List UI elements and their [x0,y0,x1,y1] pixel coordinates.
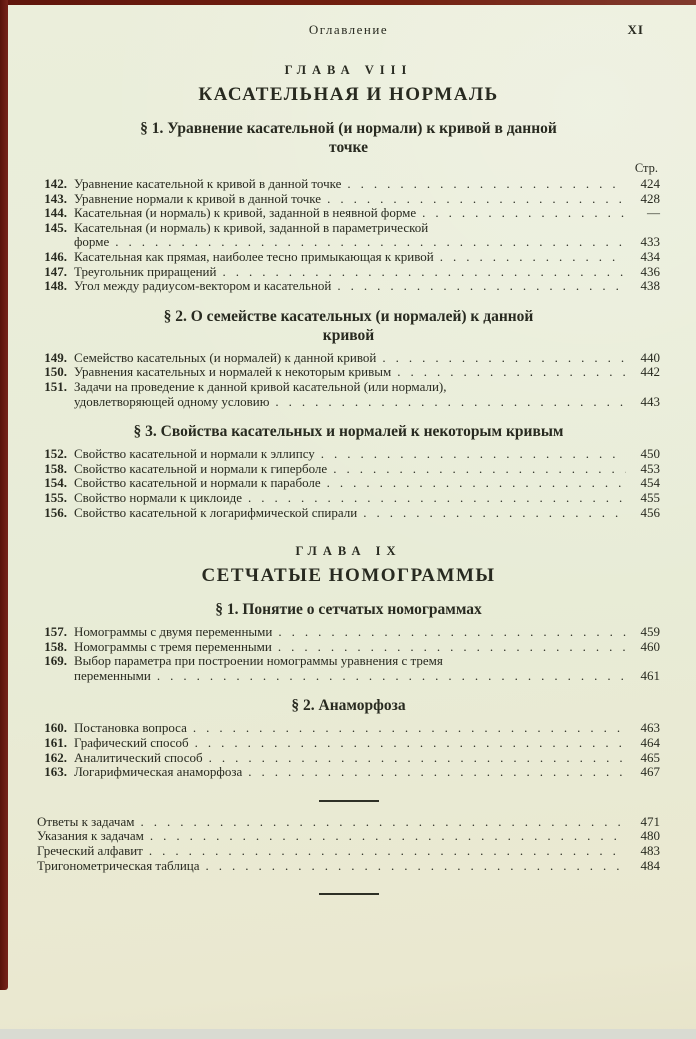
entry-page: 465 [640,749,660,765]
entry-title: Касательная (и нормаль) к кривой, заданной в неявной форме [74,205,417,221]
divider-line [319,893,379,895]
section-heading-line: § 1. Понятие о сетчатых номограммах [215,601,482,619]
entry-number: 150. [44,364,67,380]
divider-line [319,800,379,802]
toc-row [37,365,660,380]
toc-blocks [37,63,660,895]
entry-number: 144. [44,205,67,221]
entry-title: Греческий алфавит [37,843,143,859]
dot-leader [347,177,626,192]
section-heading [37,696,660,715]
dot-leader [140,815,626,830]
toc-row [37,177,660,192]
dot-leader [248,765,626,780]
dot-leader [278,625,626,640]
dot-leader [157,669,626,684]
section-heading [37,307,660,345]
dot-leader [363,506,626,521]
entry-number: 158. [44,638,67,654]
dot-leader [337,279,626,294]
section-heading-line: § 3. Свойства касательных и нормалей к некоторым кривым [133,423,564,441]
entry-number: 143. [44,190,67,206]
toc-row [37,625,660,640]
entry-page: 464 [640,735,660,751]
entry-page: 456 [640,504,660,520]
entry-title: Семейство касательных (и нормалей) к данной кривой [74,349,377,365]
toc-row [37,765,660,780]
section-divider [37,893,660,895]
entry-title: Свойство нормали к циклоиде [74,489,243,505]
toc-entries [37,721,660,779]
chapter-kicker: ГЛАВА IX [295,544,402,559]
entry-title: Уравнение нормали к кривой в данной точке [74,190,322,206]
entry-title: Задачи на проведение к данной кривой касательной (или нормали), [74,378,447,394]
toc-entries [37,177,660,294]
entry-title: Угол между радиусом-вектором и касательной [74,278,332,294]
entry-number: 169. [44,653,67,669]
section-heading-line: кривой [322,326,375,344]
entry-page: 461 [640,667,660,683]
entry-title-continuation: переменными [74,667,151,683]
entry-number: 155. [44,489,67,505]
entry-page: 428 [640,190,660,206]
entry-title: Тригонометрическая таблица [37,857,200,873]
entry-number: 152. [44,446,67,462]
section-divider [37,800,660,802]
entry-title: Номограммы с тремя переменными [74,638,272,654]
entry-title: Ответы к задачам [37,813,135,829]
section-heading-line: точке [329,139,368,156]
entry-page: 436 [640,263,660,279]
running-head [37,22,660,39]
entry-number: 146. [44,248,67,264]
toc-entries [37,447,660,520]
page-content [37,0,660,908]
entry-title: Свойство касательной и нормали к эллипсу [74,446,315,462]
entry-title: Свойство касательной и нормали к гиперболе [74,460,328,476]
dot-leader [206,859,626,874]
entry-page: 471 [640,813,660,829]
toc-row [37,736,660,751]
dot-leader [193,721,626,736]
section-heading [37,422,660,441]
entry-number: 156. [44,504,67,520]
toc-row-continuation [37,235,660,250]
entry-page: 453 [640,460,660,476]
dot-leader [248,491,626,506]
entry-title-continuation: удовлетворяющей одному условию [74,393,270,409]
page-number-folio: XI [627,22,644,37]
toc-row [37,815,660,830]
entry-title: Выбор параметра при построении номограммы уравнения с тремя [74,653,443,669]
entry-title: Номограммы с двумя переменными [74,624,273,640]
entry-number: 154. [44,475,67,491]
dot-leader [150,829,626,844]
dot-leader [422,206,626,221]
toc-row-continuation [37,669,660,684]
dot-leader [327,476,626,491]
entry-number: 160. [44,720,67,736]
toc-row [37,462,660,477]
running-title: Оглавление [308,22,389,37]
entry-title: Постановка вопроса [74,720,187,736]
entry-title: Аналитический способ [74,749,203,765]
dot-leader [275,395,626,410]
toc-row [37,351,660,366]
entry-number: 157. [44,624,67,640]
dot-leader [333,462,626,477]
dot-leader [440,250,626,265]
entry-number: 158. [44,460,67,476]
toc-row [37,751,660,766]
dot-leader [327,192,626,207]
entry-number: 161. [44,735,67,751]
section-heading [37,119,660,157]
entry-title: Логарифмическая анаморфоза [74,764,243,780]
entry-page: 442 [640,364,660,380]
entry-number: 163. [44,764,67,780]
chapter-title: СЕТЧАТЫЕ НОМОГРАММЫ [201,565,496,587]
entry-page: 433 [640,234,660,250]
toc-row [37,250,660,265]
toc-row-continuation [37,395,660,410]
entry-page: 463 [640,720,660,736]
entry-title: Свойство касательной и нормали к параболе [74,475,321,491]
dot-leader [278,640,626,655]
toc-row [37,829,660,844]
entry-page: 443 [640,393,660,409]
entry-title: Уравнения касательных и нормалей к некоторым кривым [74,364,392,380]
chapter-kicker: ГЛАВА VIII [284,63,413,77]
toc-row [37,279,660,294]
entry-page: 484 [640,857,660,873]
toc-row [37,206,660,221]
toc-entries [37,351,660,409]
chapter-title: КАСАТЕЛЬНАЯ И НОРМАЛЬ [198,84,499,105]
entry-page: 440 [640,349,660,365]
toc-row [37,192,660,207]
entry-title-continuation: форме [74,234,110,250]
entry-number: 148. [44,278,67,294]
section-heading-line: § 2. О семействе касательных (и нормалей) к данной [163,307,534,325]
dot-leader [222,265,626,280]
page-edge-bottom [0,1029,696,1039]
entry-number: 151. [44,378,67,394]
toc-row [37,859,660,874]
dot-leader [321,447,626,462]
entry-page: 467 [640,764,660,780]
entry-page: 460 [640,638,660,654]
dot-leader [115,235,626,250]
dot-leader [382,351,626,366]
entry-title: Уравнение касательной к кривой в данной точке [74,176,342,191]
toc-entries [37,815,660,873]
toc-row [37,491,660,506]
dot-leader [149,844,626,859]
toc-row [37,721,660,736]
section-heading-line: § 2. Анаморфоза [291,697,406,715]
entry-page: 455 [640,489,660,505]
entry-title: Треугольник приращений [74,263,217,279]
entry-title: Касательная (и нормаль) к кривой, заданной в параметрической [74,219,429,235]
section-heading [37,600,660,619]
entry-page: 424 [640,176,660,191]
toc-row [37,506,660,521]
toc-row [37,640,660,655]
entry-page: 480 [640,828,660,844]
toc-row [37,221,660,236]
toc-row [37,447,660,462]
dot-leader [195,736,626,751]
toc-row [37,476,660,491]
entry-title: Графический способ [74,735,189,751]
toc-entries [37,625,660,683]
entry-page: — [647,205,660,221]
entry-title: Касательная как прямая, наиболее тесно примыкающая к кривой [74,248,434,264]
entry-number: 145. [44,219,67,235]
entry-page: 438 [640,278,660,294]
toc-row [37,380,660,395]
entry-number: 162. [44,749,67,765]
toc-row [37,654,660,669]
entry-page: 454 [640,475,660,491]
entry-title: Свойство касательной к логарифмической спирали [74,504,358,520]
page-column-label: Стр. [634,161,658,175]
dot-leader [397,365,626,380]
entry-title: Указания к задачам [37,828,144,844]
section-heading-line: § 1. Уравнение касательной (и нормали) к кривой в данной [140,120,557,137]
toc-row [37,265,660,280]
toc-row [37,844,660,859]
entry-number: 149. [44,349,67,365]
entry-page: 434 [640,248,660,264]
entry-number: 142. [44,176,67,191]
entry-page: 483 [640,843,660,859]
page-edge-left [0,0,8,990]
dot-leader [209,751,626,766]
entry-page: 459 [640,624,660,640]
entry-page: 450 [640,446,660,462]
entry-number: 147. [44,263,67,279]
